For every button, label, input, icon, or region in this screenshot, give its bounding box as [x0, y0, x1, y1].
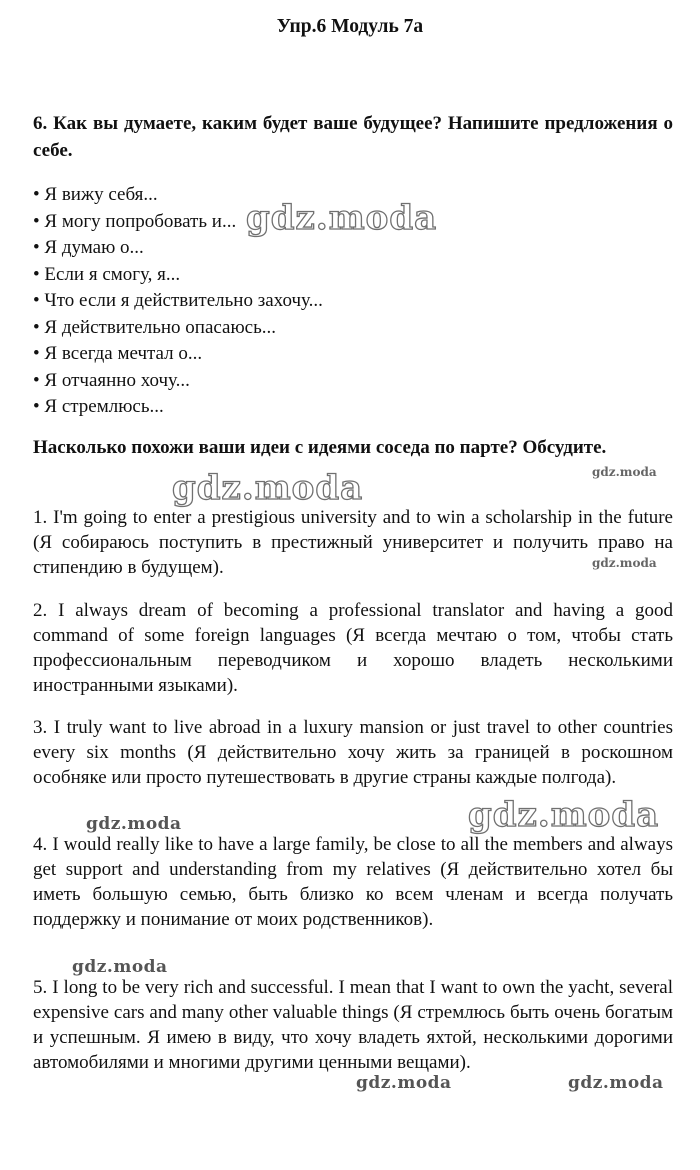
- list-item: • Я вижу себя...: [33, 182, 323, 209]
- discussion-heading: Насколько похожи ваши идеи с идеями соседа по парте? Обсудите.: [33, 437, 607, 458]
- watermark: gdz.moda: [592, 465, 657, 479]
- watermark: gdz.moda: [246, 198, 438, 238]
- watermark: gdz.moda: [592, 556, 657, 570]
- watermark: gdz.moda: [356, 1073, 452, 1093]
- answer-paragraph: 5. I long to be very rich and successful. I mean that I want to own the yacht, several expensive cars and many other valuable things (Я стремлюсь быть очень богатым и успешным. Я имею в виду, что хочу владеть яхтой, несколькими дорогими автомобилями и многими другими ценными вещами).: [33, 977, 673, 1073]
- list-item: • Если я смогу, я...: [33, 262, 323, 289]
- list-item: • Я стремлюсь...: [33, 394, 323, 421]
- watermark: gdz.moda: [568, 1073, 664, 1093]
- watermark: gdz.moda: [72, 957, 168, 977]
- task-heading: 6. Как вы думаете, каким будет ваше будущее? Напишите предложения о себе.: [33, 113, 673, 161]
- list-item: • Что если я действительно захочу...: [33, 288, 323, 315]
- prompt-list: [33, 182, 323, 421]
- page-title: Упр.6 Модуль 7а: [276, 16, 424, 37]
- list-item: • Я отчаянно хочу...: [33, 368, 323, 395]
- list-item: • Я всегда мечтал о...: [33, 341, 323, 368]
- answer-paragraph: 1. I'm going to enter a prestigious university and to win a scholarship in the future (Я собираюсь поступить в престижный университет и получить право на стипендию в будущем).: [33, 507, 673, 578]
- watermark: gdz.moda: [172, 468, 364, 508]
- watermark: gdz.moda: [468, 795, 660, 835]
- watermark: gdz.moda: [86, 814, 182, 834]
- answer-paragraph: 4. I would really like to have a large family, be close to all the members and always get support and understanding from my relatives (Я действительно хотел бы иметь большую семью, быть близко ко всем членам и всегда получать поддержку и понимание от моих родственников).: [33, 834, 673, 930]
- answer-paragraph: 3. I truly want to live abroad in a luxury mansion or just travel to other countries every six months (Я действительно хочу жить за границей в роскошном особняке или просто путешествовать в другие страны каждые полгода).: [33, 717, 673, 788]
- answer-paragraph: 2. I always dream of becoming a professional translator and having a good command of some foreign languages (Я всегда мечтаю о том, чтобы стать профессиональным переводчиком и хорошо владеть несколькими иностранными языками).: [33, 600, 673, 696]
- list-item: • Я могу попробовать и...: [33, 209, 323, 236]
- list-item: • Я думаю о...: [33, 235, 323, 262]
- list-item: • Я действительно опасаюсь...: [33, 315, 323, 342]
